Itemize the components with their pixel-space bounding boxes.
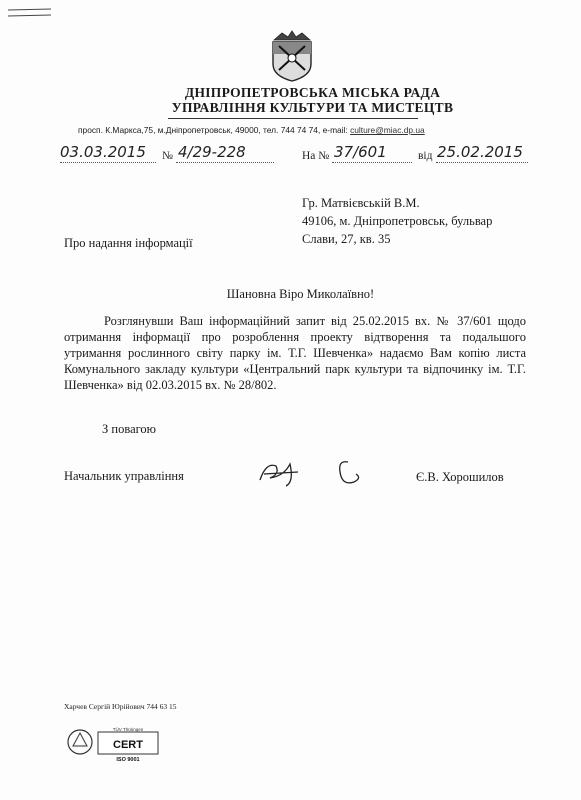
- letter-subject: Про надання інформації: [64, 236, 193, 250]
- cert-standard: ISO 9001: [116, 757, 140, 763]
- incoming-number-line: [332, 161, 412, 163]
- recipient-block: [302, 194, 562, 248]
- cert-title: CERT: [113, 739, 143, 751]
- department-name: УПРАВЛІННЯ КУЛЬТУРИ ТА МИСТЕЦТВ: [171, 100, 454, 115]
- incoming-date: 25.02.2015: [437, 143, 523, 161]
- incoming-number: 37/601: [334, 143, 387, 161]
- outgoing-number: 4/29-228: [178, 143, 246, 161]
- header-divider: [168, 118, 418, 119]
- organization-name: ДНІПРОПЕТРОВСЬКА МІСЬКА РАДА: [184, 85, 441, 100]
- signer-position: Начальник управління: [64, 469, 184, 483]
- letter-body: Розглянувши Ваш інформаційний запит від 25.02.2015 вх. № 37/601 щодо отримання інформації про розроблення проекту відтворення та подальшого утримання рослинного світу парку ім. Т.Г. Шевченка» надаємо Вам копію листа Комунального закладу культури «Центральний парк культури та відпочинку ім. Т.Г. Шевченка» від 02.03.2015 вх. № 28/802.: [64, 314, 526, 392]
- contact-line: [78, 125, 528, 135]
- date-label: від: [418, 150, 433, 162]
- salutation: Шановна Віро Миколаївно!: [226, 287, 375, 301]
- incoming-date-line: [436, 161, 528, 163]
- cert-issuer: TÜV Thüringen: [112, 727, 144, 732]
- closing-phrase: З повагою: [102, 422, 157, 436]
- handwritten-signature: [250, 452, 380, 492]
- corner-mark: [7, 8, 53, 18]
- recipient-address-line1: 49106, м. Дніпропетровськ, бульвар: [302, 214, 493, 228]
- reply-to-label: На №: [302, 150, 330, 162]
- contact-address: просп. К.Маркса,75, м.Дніпропетровськ, 49000, тел. 744 74 74, e-mail:: [78, 125, 351, 135]
- recipient-name: Гр. Матвієвській В.М.: [302, 196, 420, 210]
- executor-contact: Харчев Сергій Юрійович 744 63 15: [64, 702, 177, 711]
- number-label: №: [162, 150, 173, 162]
- signer-name: Є.В. Хорошилов: [416, 470, 504, 484]
- outgoing-number-line: [176, 161, 274, 163]
- iso-certification-logo: [66, 724, 164, 764]
- outgoing-date: 03.03.2015: [60, 143, 146, 161]
- recipient-address-line2: Слави, 27, кв. 35: [302, 232, 391, 246]
- outgoing-date-line: [60, 161, 156, 163]
- contact-email[interactable]: culture@miac.dp.ua: [350, 125, 425, 135]
- city-coat-of-arms-icon: [268, 30, 316, 82]
